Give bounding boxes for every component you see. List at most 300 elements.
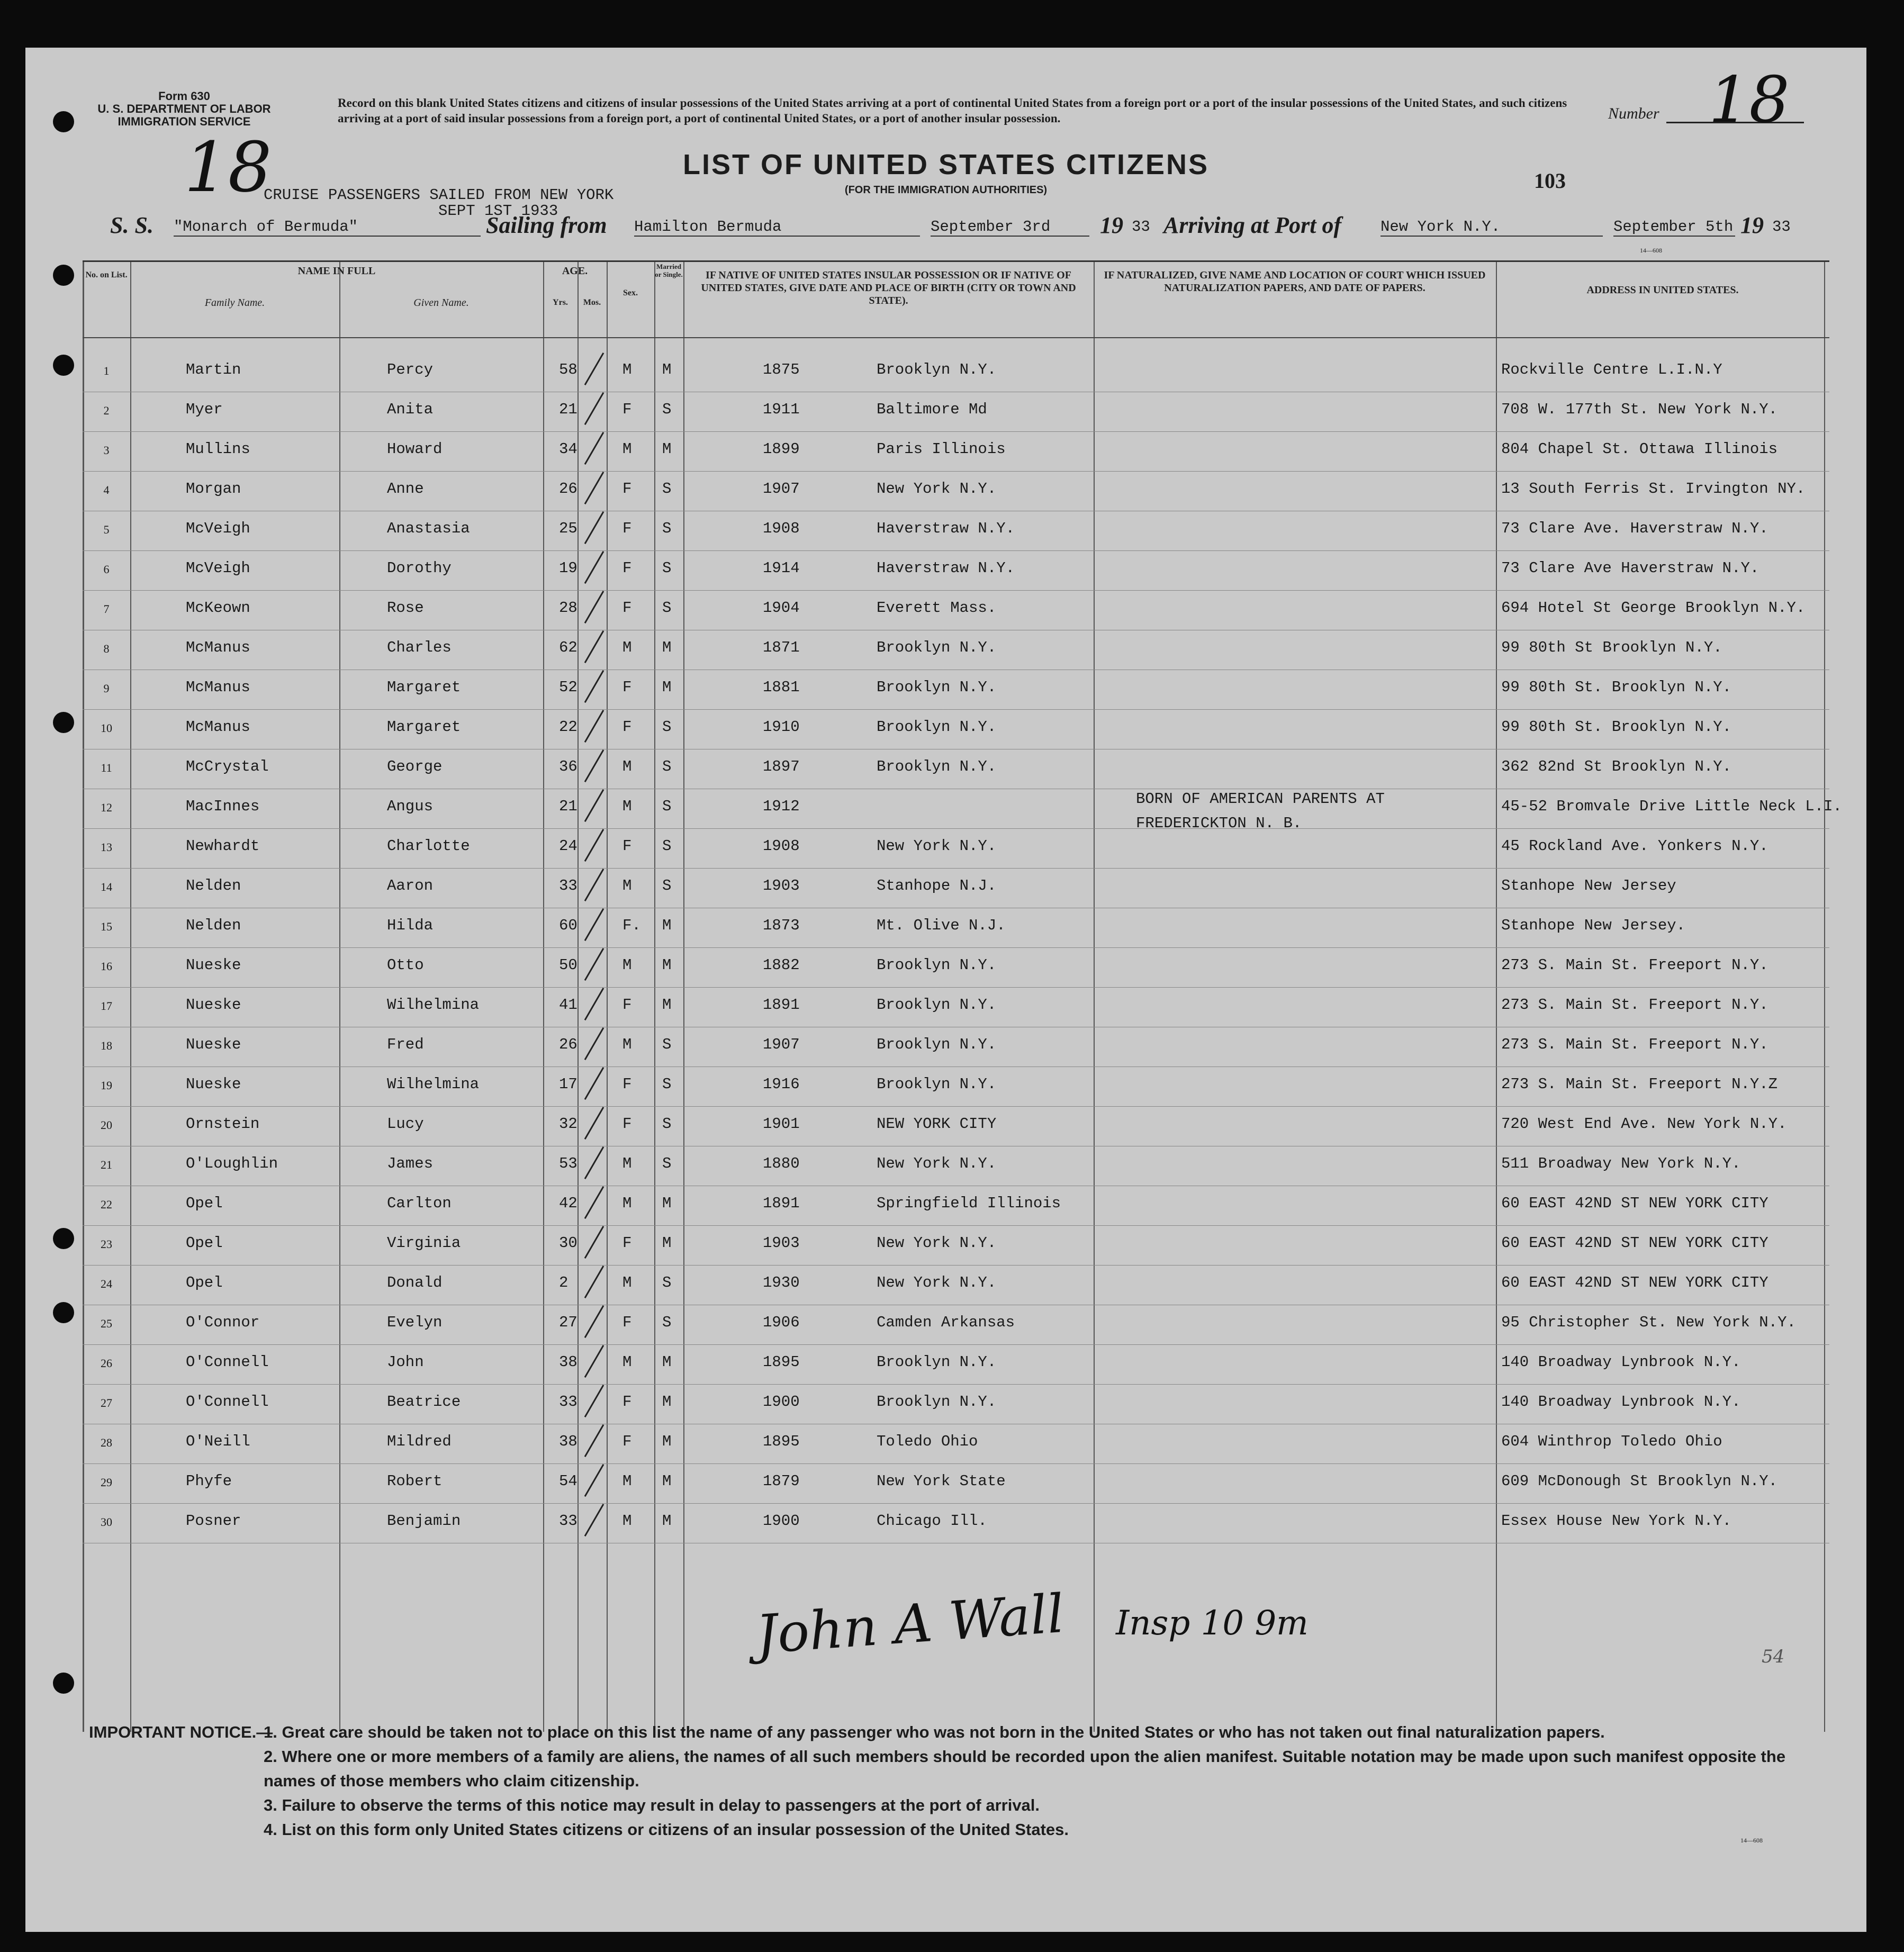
row-number: 25 — [101, 1317, 112, 1330]
row-number: 23 — [101, 1237, 112, 1251]
sex: M — [622, 639, 632, 656]
birth-place: Brooklyn N.Y. — [877, 996, 997, 1014]
number-label: Number — [1608, 105, 1659, 122]
birth-place: Brooklyn N.Y. — [877, 361, 997, 378]
family-name: Opel — [186, 1274, 223, 1291]
punch-hole — [53, 1302, 74, 1323]
row-number: 26 — [101, 1357, 112, 1370]
family-name: O'Loughlin — [186, 1155, 278, 1172]
address: 95 Christopher St. New York N.Y. — [1501, 1314, 1796, 1331]
given-name: Margaret — [387, 718, 461, 736]
given-name: Otto — [387, 956, 424, 974]
header-sex: Sex. — [623, 288, 638, 297]
birth-place: Mt. Olive N.J. — [877, 917, 1006, 934]
age-years: 28 — [559, 599, 577, 617]
marital-status: M — [662, 1472, 672, 1490]
punch-hole — [53, 1673, 74, 1694]
birth-year: 1907 — [763, 1036, 800, 1053]
birth-year: 1903 — [763, 1234, 800, 1252]
birth-place: Everett Mass. — [877, 599, 997, 617]
punch-hole — [53, 111, 74, 132]
sex: F — [622, 520, 632, 537]
row-number: 29 — [101, 1476, 112, 1489]
row-number: 17 — [101, 999, 112, 1013]
sex: F. — [622, 917, 641, 934]
address: 99 80th St. Brooklyn N.Y. — [1501, 718, 1732, 736]
check-mark — [584, 472, 604, 504]
manifest-sheet — [25, 48, 1866, 1932]
age-years: 54 — [559, 1472, 577, 1490]
form-number: Form 630 — [158, 89, 210, 103]
list-number-handwritten: 18 — [1709, 64, 1790, 137]
birth-year: 1906 — [763, 1314, 800, 1331]
given-name: Lucy — [387, 1115, 424, 1133]
arriving-date: September 5th — [1613, 218, 1735, 237]
sex: F — [622, 1314, 632, 1331]
birth-year: 1891 — [763, 996, 800, 1014]
age-years: 34 — [559, 440, 577, 458]
marital-status: M — [662, 1195, 672, 1212]
check-mark — [584, 908, 604, 941]
check-mark — [584, 1027, 604, 1060]
row-number: 30 — [101, 1515, 112, 1529]
birth-year: 1903 — [763, 877, 800, 894]
address: 604 Winthrop Toledo Ohio — [1501, 1433, 1722, 1450]
family-name: Nueske — [186, 956, 241, 974]
row-number: 27 — [101, 1396, 112, 1409]
check-mark — [584, 1345, 604, 1378]
marital-status: S — [662, 520, 672, 537]
birth-place: New York N.Y. — [877, 1274, 997, 1291]
check-mark — [584, 1266, 604, 1298]
punch-hole — [53, 1228, 74, 1249]
family-name: Opel — [186, 1195, 223, 1212]
address: 273 S. Main St. Freeport N.Y. — [1501, 1036, 1768, 1053]
given-name: Hilda — [387, 917, 434, 934]
birth-year: 1914 — [763, 559, 800, 577]
sex: F — [622, 996, 632, 1014]
header-age-years: Yrs. — [553, 298, 568, 307]
sex: F — [622, 679, 632, 696]
birth-year: 1908 — [763, 520, 800, 537]
age-years: 32 — [559, 1115, 577, 1133]
row-number: 13 — [101, 841, 112, 854]
sex: F — [622, 1076, 632, 1093]
header-married-single: Married or Single. — [655, 263, 683, 278]
birth-place: New York N.Y. — [877, 1155, 997, 1172]
document-subtitle: (FOR THE IMMIGRATION AUTHORITIES) — [844, 184, 1048, 196]
address: 362 82nd St Brooklyn N.Y. — [1501, 758, 1732, 775]
family-name: O'Connell — [186, 1393, 269, 1411]
header-address: ADDRESS IN UNITED STATES. — [1586, 284, 1739, 296]
age-years: 22 — [559, 718, 577, 736]
given-name: Anastasia — [387, 520, 470, 537]
marital-status: M — [662, 361, 672, 378]
family-name: Phyfe — [186, 1472, 232, 1490]
sex: M — [622, 798, 632, 815]
family-name: Nueske — [186, 1036, 241, 1053]
sex: M — [622, 956, 632, 974]
address: 708 W. 177th St. New York N.Y. — [1501, 401, 1778, 418]
address: 609 McDonough St Brooklyn N.Y. — [1501, 1472, 1778, 1490]
check-mark — [584, 710, 604, 743]
birth-place: Brooklyn N.Y. — [877, 956, 997, 974]
check-mark — [584, 869, 604, 901]
notice-heading: IMPORTANT NOTICE.— — [89, 1723, 273, 1741]
family-name: McManus — [186, 639, 250, 656]
sailing-date: September 3rd — [931, 218, 1089, 237]
age-years: 21 — [559, 401, 577, 418]
address: 60 EAST 42ND ST NEW YORK CITY — [1501, 1274, 1768, 1291]
marital-status: S — [662, 559, 672, 577]
check-mark — [584, 630, 604, 663]
birth-year: 1911 — [763, 401, 800, 418]
header-age: AGE. — [562, 265, 588, 277]
birth-year: 1897 — [763, 758, 800, 775]
address: 720 West End Ave. New York N.Y. — [1501, 1115, 1787, 1133]
marital-status: M — [662, 1512, 672, 1530]
margin-note: 54 — [1762, 1646, 1785, 1667]
row-number: 24 — [101, 1277, 112, 1290]
sex: M — [622, 440, 632, 458]
header-given-name: Given Name. — [413, 297, 469, 309]
given-name: Wilhelmina — [387, 1076, 480, 1093]
row-rule — [83, 1463, 1829, 1464]
naturalization-note: BORN OF AMERICAN PARENTS AT FREDERICKTON N. B. — [1136, 790, 1385, 832]
marital-status: S — [662, 1155, 672, 1172]
row-rule — [83, 947, 1829, 948]
age-years: 25 — [559, 520, 577, 537]
birth-year: 1910 — [763, 718, 800, 736]
sailing-year: 33 — [1132, 218, 1150, 236]
ship-name: "Monarch of Bermuda" — [174, 218, 481, 237]
address: 60 EAST 42ND ST NEW YORK CITY — [1501, 1234, 1768, 1252]
row-rule — [83, 1106, 1829, 1107]
age-years: 33 — [559, 1393, 577, 1411]
given-name: Howard — [387, 440, 443, 458]
family-name: Mullins — [186, 440, 250, 458]
birth-year: 1881 — [763, 679, 800, 696]
check-mark — [584, 1107, 604, 1140]
form-code-top: 14—608 — [1640, 247, 1662, 254]
age-years: 2 — [559, 1274, 569, 1291]
given-name: George — [387, 758, 443, 775]
birth-place: Toledo Ohio — [877, 1433, 978, 1450]
row-number: 28 — [101, 1436, 112, 1449]
passenger-table — [83, 260, 1842, 1732]
birth-place: Brooklyn N.Y. — [877, 639, 997, 656]
birth-place: Chicago Ill. — [877, 1512, 987, 1530]
family-name: Ornstein — [186, 1115, 260, 1133]
sex: F — [622, 1234, 632, 1252]
family-name: Opel — [186, 1234, 223, 1252]
age-years: 60 — [559, 917, 577, 934]
header-birth: IF NATIVE OF UNITED STATES INSULAR POSSESSION OR IF NATIVE OF UNITED STATES, GIVE DATE AND PLACE OF BIRTH (CITY OR TOWN AND STATE). — [701, 269, 1076, 306]
row-number: 21 — [101, 1158, 112, 1171]
family-name: Nelden — [186, 877, 241, 894]
address: 140 Broadway Lynbrook N.Y. — [1501, 1393, 1741, 1411]
marital-status: S — [662, 837, 672, 855]
corner-number-handwritten: 18 — [184, 127, 272, 207]
given-name: Mildred — [387, 1433, 452, 1450]
age-years: 30 — [559, 1234, 577, 1252]
page-number: 103 — [1534, 169, 1566, 193]
given-name: Anne — [387, 480, 424, 498]
sex: M — [622, 758, 632, 775]
family-name: Myer — [186, 401, 223, 418]
address: Stanhope New Jersey. — [1501, 917, 1686, 934]
row-number: 3 — [103, 444, 110, 457]
birth-year: 1904 — [763, 599, 800, 617]
address: Essex House New York N.Y. — [1501, 1512, 1732, 1530]
check-mark — [584, 392, 604, 425]
row-rule — [83, 1384, 1829, 1385]
age-years: 38 — [559, 1433, 577, 1450]
check-mark — [584, 353, 604, 385]
age-years: 24 — [559, 837, 577, 855]
check-mark — [584, 789, 604, 822]
birth-place: Springfield Illinois — [877, 1195, 1061, 1212]
check-mark — [584, 1424, 604, 1457]
check-mark — [584, 1385, 604, 1417]
row-rule — [83, 868, 1829, 869]
birth-place: Camden Arkansas — [877, 1314, 1015, 1331]
age-years: 53 — [559, 1155, 577, 1172]
row-number: 5 — [103, 523, 110, 536]
cruise-date: SEPT 1ST 1933 — [438, 202, 558, 220]
given-name: Charlotte — [387, 837, 470, 855]
birth-place: Brooklyn N.Y. — [877, 679, 997, 696]
row-number: 9 — [103, 682, 110, 695]
family-name: McManus — [186, 679, 250, 696]
sex: M — [622, 1472, 632, 1490]
row-number: 12 — [101, 801, 112, 814]
given-name: Wilhelmina — [387, 996, 480, 1014]
inspector-title: Insp 10 9m — [1116, 1604, 1309, 1643]
family-name: O'Connor — [186, 1314, 260, 1331]
birth-year: 1879 — [763, 1472, 800, 1490]
arriving-year-prefix: 19 — [1740, 212, 1764, 238]
inspector-signature: John A Wall — [754, 1582, 1066, 1666]
check-mark — [584, 511, 604, 544]
birth-year: 1895 — [763, 1433, 800, 1450]
row-rule — [83, 709, 1829, 710]
address: 99 80th St Brooklyn N.Y. — [1501, 639, 1722, 656]
sex: F — [622, 1433, 632, 1450]
family-name: McVeigh — [186, 559, 250, 577]
important-notice — [89, 1720, 1836, 1866]
birth-year: 1895 — [763, 1353, 800, 1371]
header-age-months: Mos. — [583, 298, 601, 307]
check-mark — [584, 551, 604, 584]
row-number: 19 — [101, 1079, 112, 1092]
birth-place: Baltimore Md — [877, 401, 987, 418]
notice-item: 4. List on this form only United States citizens or citizens of an insular possession of the United States. — [264, 1820, 1069, 1839]
address: 13 South Ferris St. Irvington NY. — [1501, 480, 1806, 498]
given-name: Carlton — [387, 1195, 452, 1212]
family-name: Martin — [186, 361, 241, 378]
address: 73 Clare Ave Haverstraw N.Y. — [1501, 559, 1759, 577]
sex: M — [622, 877, 632, 894]
sex: M — [622, 361, 632, 378]
birth-place: NEW YORK CITY — [877, 1115, 997, 1133]
sex: F — [622, 1393, 632, 1411]
age-years: 33 — [559, 877, 577, 894]
birth-place: Stanhope N.J. — [877, 877, 997, 894]
row-number: 14 — [101, 880, 112, 893]
age-years: 36 — [559, 758, 577, 775]
row-number: 22 — [101, 1198, 112, 1211]
given-name: James — [387, 1155, 434, 1172]
age-years: 41 — [559, 996, 577, 1014]
row-rule — [83, 828, 1829, 829]
marital-status: S — [662, 1274, 672, 1291]
address: 73 Clare Ave. Haverstraw N.Y. — [1501, 520, 1768, 537]
marital-status: M — [662, 1353, 672, 1371]
age-years: 19 — [559, 559, 577, 577]
check-mark — [584, 591, 604, 623]
form-instructions: Record on this blank United States citizens and citizens of insular possessions of the United States arriving at a port of continental United States from a foreign port or a port of the insular possessions of the United States, and such citizens arriving at a port of said insular possessions from a foreign port, a port of continental United States, or a port of another insular possession. — [338, 96, 1567, 125]
row-rule — [83, 431, 1829, 432]
family-name: Nueske — [186, 996, 241, 1014]
given-name: John — [387, 1353, 424, 1371]
family-name: McCrystal — [186, 758, 269, 775]
sex: M — [622, 1155, 632, 1172]
punch-hole — [53, 265, 74, 286]
address: 273 S. Main St. Freeport N.Y. — [1501, 956, 1768, 974]
marital-status: S — [662, 1076, 672, 1093]
arriving-year: 33 — [1772, 218, 1791, 236]
sailing-from: Hamilton Bermuda — [634, 218, 920, 237]
birth-year: 1891 — [763, 1195, 800, 1212]
family-name: Nueske — [186, 1076, 241, 1093]
marital-status: S — [662, 1314, 672, 1331]
row-number: 7 — [103, 602, 110, 616]
check-mark — [584, 1464, 604, 1497]
check-mark — [584, 1186, 604, 1219]
row-number: 2 — [103, 404, 110, 417]
birth-place: Haverstraw N.Y. — [877, 520, 1015, 537]
address: 511 Broadway New York N.Y. — [1501, 1155, 1741, 1172]
birth-year: 1871 — [763, 639, 800, 656]
cruise-note: CRUISE PASSENGERS SAILED FROM NEW YORK — [264, 186, 614, 204]
row-rule — [83, 1265, 1829, 1266]
marital-status: S — [662, 480, 672, 498]
marital-status: S — [662, 401, 672, 418]
given-name: Robert — [387, 1472, 443, 1490]
service-name: IMMIGRATION SERVICE — [118, 115, 251, 128]
family-name: Nelden — [186, 917, 241, 934]
given-name: Donald — [387, 1274, 443, 1291]
family-name: McManus — [186, 718, 250, 736]
age-years: 33 — [559, 1512, 577, 1530]
check-mark — [584, 1146, 604, 1179]
address: 60 EAST 42ND ST NEW YORK CITY — [1501, 1195, 1768, 1212]
given-name: Evelyn — [387, 1314, 443, 1331]
row-rule — [83, 987, 1829, 988]
family-name: McKeown — [186, 599, 250, 617]
sex: M — [622, 1195, 632, 1212]
row-number: 15 — [101, 920, 112, 933]
punch-hole — [53, 355, 74, 376]
birth-place: Brooklyn N.Y. — [877, 718, 997, 736]
notice-item: 1. Great care should be taken not to place on this list the name of any passenger who was not born in the United States or who has not taken out final naturalization papers. — [264, 1723, 1605, 1741]
age-years: 42 — [559, 1195, 577, 1212]
row-number: 18 — [101, 1039, 112, 1052]
row-number: 20 — [101, 1118, 112, 1132]
birth-year: 1901 — [763, 1115, 800, 1133]
header-naturalized: IF NATURALIZED, GIVE NAME AND LOCATION OF COURT WHICH ISSUED NATURALIZATION PAPERS, AND DATE OF PAPERS. — [1104, 269, 1486, 294]
age-years: 52 — [559, 679, 577, 696]
birth-place: Brooklyn N.Y. — [877, 1393, 997, 1411]
sex: M — [622, 1036, 632, 1053]
birth-place: New York N.Y. — [877, 837, 997, 855]
address: 99 80th St. Brooklyn N.Y. — [1501, 679, 1732, 696]
birth-year: 1899 — [763, 440, 800, 458]
marital-status: S — [662, 877, 672, 894]
birth-place: New York N.Y. — [877, 480, 997, 498]
birth-place: Brooklyn N.Y. — [877, 1036, 997, 1053]
row-rule — [83, 1225, 1829, 1226]
address: 694 Hotel St George Brooklyn N.Y. — [1501, 599, 1806, 617]
address: 45 Rockland Ave. Yonkers N.Y. — [1501, 837, 1768, 855]
department-name: U. S. DEPARTMENT OF LABOR — [97, 102, 271, 115]
family-name: Newhardt — [186, 837, 260, 855]
family-name: O'Neill — [186, 1433, 250, 1450]
address: 45-52 Bromvale Drive Little Neck L.I. — [1501, 798, 1842, 815]
marital-status: M — [662, 996, 672, 1014]
sex: F — [622, 599, 632, 617]
age-years: 38 — [559, 1353, 577, 1371]
address: Stanhope New Jersey — [1501, 877, 1676, 894]
birth-year: 1900 — [763, 1512, 800, 1530]
given-name: Percy — [387, 361, 434, 378]
check-mark — [584, 948, 604, 981]
birth-place: Paris Illinois — [877, 440, 1006, 458]
birth-year: 1873 — [763, 917, 800, 934]
age-years: 17 — [559, 1076, 577, 1093]
notice-item: 2. Where one or more members of a family are aliens, the names of all such members should be recorded upon the alien manifest. Suitable notation may be made upon such manifest opposite the names of those members who claim citizenship. — [264, 1747, 1786, 1790]
birth-place: New York State — [877, 1472, 1006, 1490]
header-name-in-full: NAME IN FULL — [297, 265, 376, 277]
marital-status: M — [662, 917, 672, 934]
row-number: 11 — [101, 761, 112, 774]
row-number: 16 — [101, 960, 112, 973]
given-name: Virginia — [387, 1234, 461, 1252]
given-name: Dorothy — [387, 559, 452, 577]
check-mark — [584, 829, 604, 862]
row-rule — [83, 471, 1829, 472]
marital-status: M — [662, 1393, 672, 1411]
row-rule — [83, 1503, 1829, 1504]
row-number: 4 — [103, 483, 110, 496]
marital-status: S — [662, 1115, 672, 1133]
age-years: 26 — [559, 1036, 577, 1053]
row-number: 1 — [103, 364, 110, 377]
age-years: 58 — [559, 361, 577, 378]
check-mark — [584, 670, 604, 703]
given-name: Charles — [387, 639, 452, 656]
address: 804 Chapel St. Ottawa Illinois — [1501, 440, 1778, 458]
row-rule — [83, 550, 1829, 551]
sex: F — [622, 718, 632, 736]
document-title: LIST OF UNITED STATES CITIZENS — [683, 149, 1209, 180]
birth-year: 1900 — [763, 1393, 800, 1411]
given-name: Rose — [387, 599, 424, 617]
check-mark — [584, 1305, 604, 1338]
check-mark — [584, 1226, 604, 1259]
check-mark — [584, 1504, 604, 1537]
